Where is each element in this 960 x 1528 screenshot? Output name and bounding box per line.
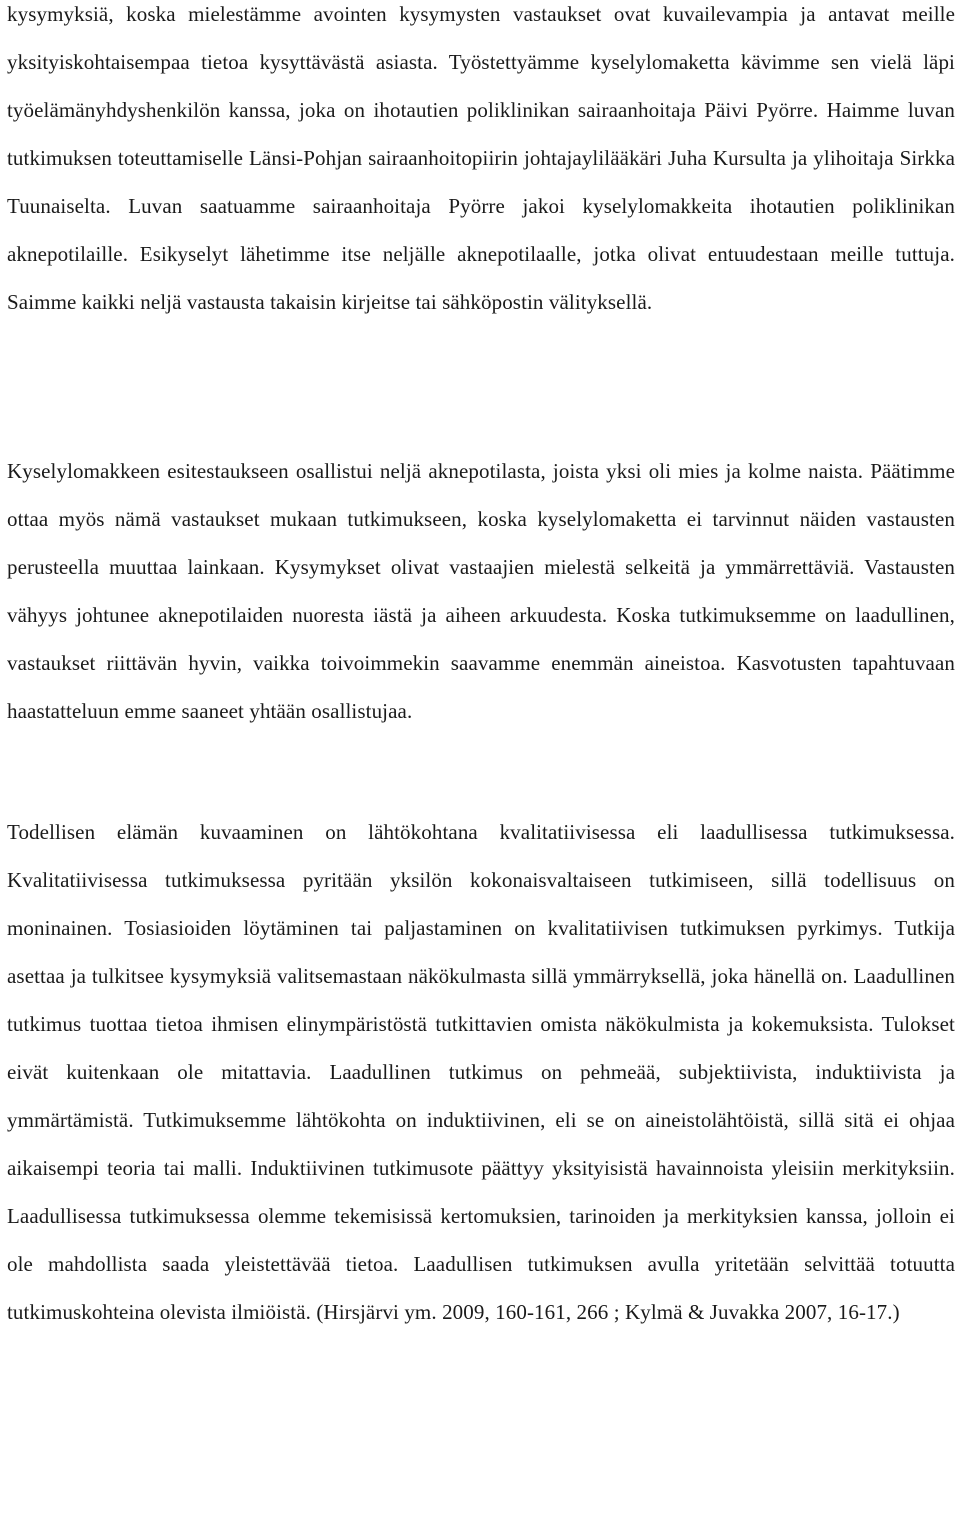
paragraph-qualitative-research: Todellisen elämän kuvaaminen on lähtökohtana kvalitatiivisessa eli laadullisessa tutkimuksessa. Kvalitatiivisessa tutkimuksessa pyritään yksilön kokonaisvaltaiseen tutkimiseen, sillä todellisuus on moninainen. Tosiasioiden löytäminen tai paljastaminen on kvalitatiivisen tutkimuksen pyrkimys. Tutkija asettaa ja tulkitsee kysymyksiä valitsemastaan näkökulmasta sillä ymmärryksellä, joka hänellä on. Laadullinen tutkimus tuottaa tietoa ihmisen elinympäristöstä tutkittavien omista näkökulmista ja kokemuksista. Tulokset eivät kuitenkaan ole mitattavia. Laadullinen tutkimus on pehmeää, subjektiivista, induktiivista ja ymmärtämistä. Tutkimuksemme lähtökohta on induktiivinen, eli se on aineistolähtöistä, sillä sitä ei ohjaa aikaisempi teoria tai malli. Induktiivinen tutkimusote päättyy yksityisistä havainnoista yleisiin merkityksiin. Laadullisessa tutkimuksessa olemme tekemisissä kertomuksien, tarinoiden ja merkityksien kanssa, jolloin ei ole mahdollista saada yleistettävää tietoa. Laadullisen tutkimuksen avulla yritetään selvittää totuutta tutkimuskohteina olevista ilmiöistä. (Hirsjärvi ym. 2009, 160-161, 266 ; Kylmä & Juvakka 2007, 16-17.) (7, 820, 955, 1324)
document-page (7, 0, 955, 1528)
paragraph-pretest: Kyselylomakkeen esitestaukseen osallistui neljä aknepotilasta, joista yksi oli mies ja kolme naista. Päätimme ottaa myös nämä vastaukset mukaan tutkimukseen, koska kyselylomaketta ei tarvinnut näiden vastausten perusteella muuttaa lainkaan. Kysymykset olivat vastaajien mielestä selkeitä ja ymmärrettäviä. Vastausten vähyys johtunee aknepotilaiden nuoresta iästä ja aiheen arkuudesta. Koska tutkimuksemme on laadullinen, vastaukset riittävän hyvin, vaikka toivoimmekin saavamme enemmän aineistoa. Kasvotusten tapahtuvaan haastatteluun emme saaneet yhtään osallistujaa. (7, 459, 955, 723)
paragraph-questionnaire-distribution: kysymyksiä, koska mielestämme avointen kysymysten vastaukset ovat kuvailevampia ja antavat meille yksityiskohtaisempaa tietoa kysyttävästä asiasta. Työstettyämme kyselylomaketta kävimme sen vielä läpi työelämänyhdyshenkilön kanssa, joka on ihotautien poliklinikan sairaanhoitaja Päivi Pyörre. Haimme luvan tutkimuksen toteuttamiselle Länsi-Pohjan sairaanhoitopiirin johtajaylilääkäri Juha Kursulta ja ylihoitaja Sirkka Tuunaiselta. Luvan saatuamme sairaanhoitaja Pyörre jakoi kyselylomakkeita ihotautien poliklinikan aknepotilaille. Esikyselyt lähetimme itse neljälle aknepotilaalle, jotka olivat entuudestaan meille tuttuja. Saimme kaikki neljä vastausta takaisin kirjeitse tai sähköpostin välityksellä. (7, 2, 955, 314)
